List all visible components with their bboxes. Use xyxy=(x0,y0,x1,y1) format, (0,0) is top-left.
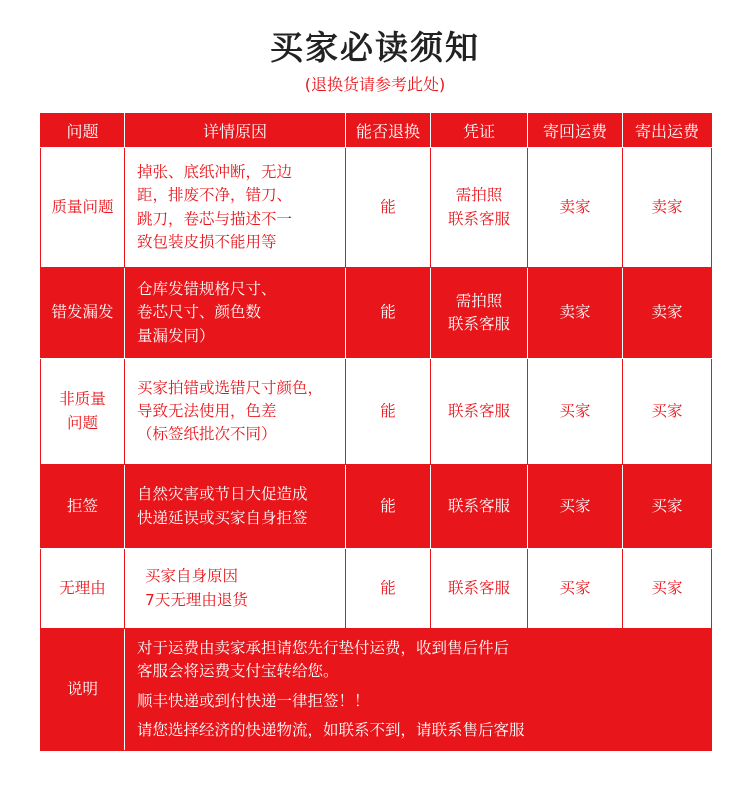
returnable-cell: 能 xyxy=(346,549,431,629)
detail-line: 7天无理由退货 xyxy=(145,590,248,609)
ship-fee-cell: 卖家 xyxy=(623,268,712,359)
return-fee-cell: 卖家 xyxy=(528,268,623,359)
detail-line: 买家拍错或选错尺寸颜色， xyxy=(137,378,324,397)
issue-line: 问题 xyxy=(66,413,98,432)
header-issue: 问题 xyxy=(41,114,125,148)
issue-cell: 拒签 xyxy=(41,465,125,549)
detail-line: 仓库发错规格尺寸、 xyxy=(137,280,277,299)
ship-fee-cell: 买家 xyxy=(623,359,712,465)
detail-line: 买家自身原因 xyxy=(145,567,239,586)
table-header-row xyxy=(41,114,712,148)
detail-line: 致包装皮损不能用等 xyxy=(137,232,277,251)
note-line: 顺丰快递或到付快递一律拒签！！ xyxy=(137,691,370,710)
returnable-cell: 能 xyxy=(346,148,431,268)
return-fee-cell: 买家 xyxy=(528,549,623,629)
detail-cell xyxy=(125,148,346,268)
issue-cell: 错发漏发 xyxy=(41,268,125,359)
ship-fee-cell: 卖家 xyxy=(623,148,712,268)
header-return-fee: 寄回运费 xyxy=(528,114,623,148)
note-line: 请您选择经济的快递物流，如联系不到，请联系售后客服 xyxy=(137,720,525,739)
table-row xyxy=(41,148,712,268)
header-detail: 详情原因 xyxy=(125,114,346,148)
proof-cell: 联系客服 xyxy=(431,549,528,629)
detail-line: （标签纸批次不同） xyxy=(137,425,277,444)
proof-line: 联系客服 xyxy=(447,209,510,228)
ship-fee-cell: 买家 xyxy=(623,549,712,629)
detail-cell xyxy=(125,465,346,549)
header-ship-fee: 寄出运费 xyxy=(623,114,712,148)
detail-cell xyxy=(125,549,346,629)
proof-cell xyxy=(431,148,528,268)
policy-table xyxy=(40,113,712,751)
page-title: 买家必读须知 xyxy=(270,28,480,67)
returnable-cell: 能 xyxy=(346,465,431,549)
note-label: 说明 xyxy=(41,629,125,751)
proof-line: 需拍照 xyxy=(455,291,503,310)
note-content xyxy=(125,629,712,751)
proof-cell: 联系客服 xyxy=(431,465,528,549)
returnable-cell: 能 xyxy=(346,359,431,465)
return-fee-cell: 卖家 xyxy=(528,148,623,268)
detail-line: 快递延误或买家自身拒签 xyxy=(137,508,308,527)
note-line: 对于运费由卖家承担请您先行垫付运费，收到售后件后 xyxy=(137,639,510,657)
detail-line: 导致无法使用，色差 xyxy=(137,401,277,420)
issue-cell: 质量问题 xyxy=(41,148,125,268)
table-row xyxy=(41,549,712,629)
proof-line: 需拍照 xyxy=(455,186,503,205)
return-fee-cell: 买家 xyxy=(528,359,623,465)
proof-cell: 联系客服 xyxy=(431,359,528,465)
detail-cell xyxy=(125,268,346,359)
header-proof: 凭证 xyxy=(431,114,528,148)
ship-fee-cell: 买家 xyxy=(623,465,712,549)
table-row xyxy=(41,268,712,359)
table-row xyxy=(41,359,712,465)
detail-line: 卷芯尺寸、颜色数 xyxy=(137,303,262,322)
detail-line: 跳刀，卷芯与描述不一 xyxy=(137,209,293,228)
detail-line: 距，排废不净，错刀、 xyxy=(137,186,293,205)
detail-line: 量漏发同） xyxy=(137,326,215,345)
detail-cell xyxy=(125,359,346,465)
return-fee-cell: 买家 xyxy=(528,465,623,549)
proof-line: 联系客服 xyxy=(447,315,510,333)
issue-cell xyxy=(41,359,125,465)
detail-line: 掉张、底纸冲断，无边 xyxy=(137,163,293,181)
header-returnable: 能否退换 xyxy=(346,114,431,148)
note-row xyxy=(41,629,712,751)
issue-line: 非质量 xyxy=(59,390,106,409)
page-subtitle: (退换货请参考此处) xyxy=(304,75,446,94)
proof-cell xyxy=(431,268,528,359)
table-row xyxy=(41,465,712,549)
issue-cell: 无理由 xyxy=(41,549,125,629)
returnable-cell: 能 xyxy=(346,268,431,359)
detail-line: 自然灾害或节日大促造成 xyxy=(137,485,308,504)
note-line: 客服会将运费支付宝转给您。 xyxy=(137,662,339,681)
